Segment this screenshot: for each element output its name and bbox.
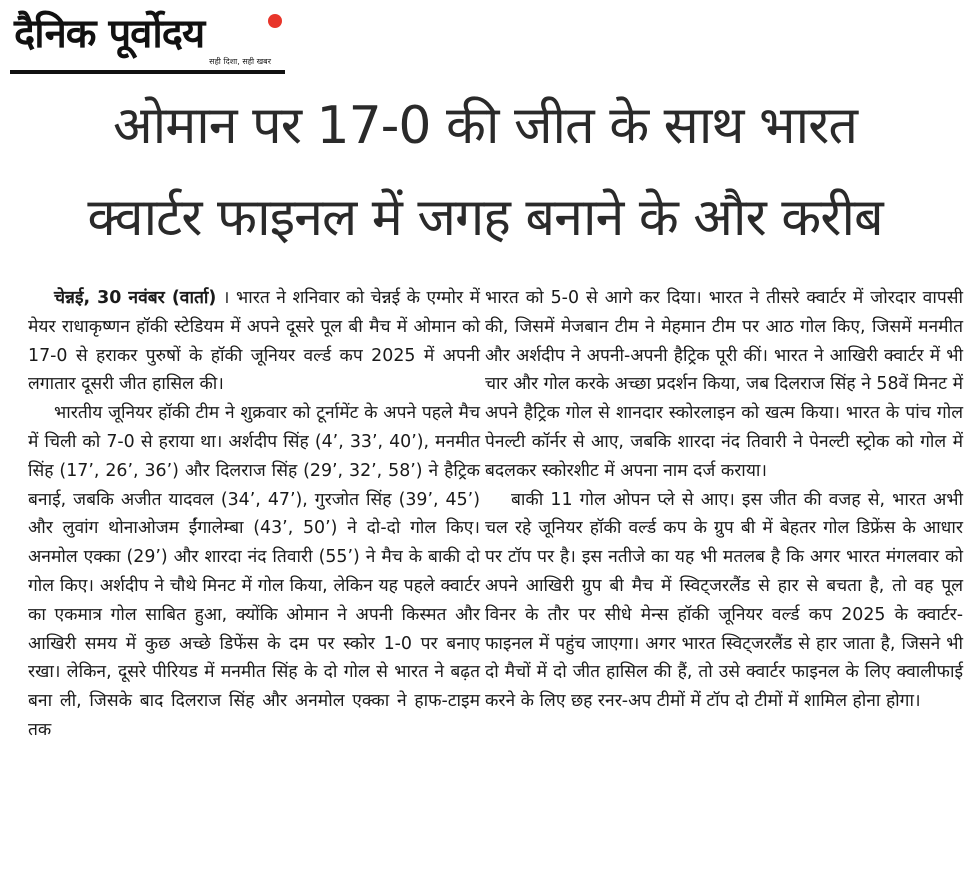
article-column-left — [28, 284, 480, 745]
headline-line-2: क्वार्टर फाइनल में जगह बनाने के और करीब — [87, 188, 883, 248]
article-paragraph: भारतीय जूनियर हॉकी टीम ने शुक्रवार को टूर्नामेंट के अपने पहले मैच में चिली को 7-0 से हराया था। अर्शदीप सिंह (4’, 33’, 40’), मनमीत सिंह (17’, 26’, 36’) और दिलराज सिंह (29’, 32’, 58’) ने हैट्रिक बनाई, जबकि अजीत यादवल (34’, 47’), गुरजोत सिंह (39’, 45’) और लुवांग थोनाओजम ईंगालेम्बा (43’, 50’) ने दो-दो गोल किए। अनमोल एक्का (29’) और शारदा नंद तिवारी (55’) ने मैच के बाकी दो गोल किए। अर्शदीप ने चौथे मिनट में गोल किया, लेकिन यह पहले क्वार्टर का एकमात्र गोल साबित हुआ, क्योंकि ओमान ने अपनी किस्मत और आखिरी समय में कुछ अच्छे डिफेंस के दम पर स्कोर 1-0 पर बनाए रखा। लेकिन, दूसरे पीरियड में मनमीत सिंह के दो गोल से भारत ने बढ़त बना ली, जिसके बाद दिलराज सिंह और अनमोल एक्का ने हाफ-टाइम तक — [28, 403, 480, 740]
logo-tagline: सही दिशा, सही खबर — [209, 57, 271, 66]
headline-line-1: ओमान पर 17-0 की जीत के साथ भारत — [113, 96, 857, 156]
article-paragraph: भारत को 5-0 से आगे कर दिया। भारत ने तीसरे क्वार्टर में जोरदार वापसी की, जिसमें मेजबान टीम ने मेहमान टीम पर आठ गोल किए, जिसमें मनमीत और अर्शदीप ने अपनी-अपनी हैट्रिक पूरी कीं। भारत ने आखिरी क्वार्टर में भी चार और गोल करके अच्छा प्रदर्शन किया, जब दिलराज सिंह ने 58वें मिनट में अपने हैट्रिक गोल से शानदार स्कोरलाइन को खत्म किया। भारत के पांच गोल पेनल्टी कॉर्नर से आए, जबकि शारदा नंद तिवारी ने पेनल्टी स्ट्रोक को गोल में बदलकर स्कोरशीट में अपना नाम दर्ज कराया। — [485, 288, 963, 481]
logo-dot-icon — [268, 14, 282, 28]
masthead-rule — [10, 70, 285, 74]
article-column-right — [485, 284, 963, 716]
masthead — [10, 4, 285, 74]
article-paragraph: बाकी 11 गोल ओपन प्ले से आए। इस जीत की वजह से, भारत अभी चल रहे जूनियर हॉकी वर्ल्ड कप के ग्रुप बी में बेहतर गोल डिफ्रेंस के आधार पर टॉप पर है। इस नतीजे का यह भी मतलब है कि अगर भारत मंगलवार को अपने आखिरी ग्रुप बी मैच में स्विट्जरलैंड से हार से बचता है, तो वह पूल विनर के तौर पर सीधे मेन्स हॉकी जूनियर वर्ल्ड कप 2025 के क्वार्टर-फाइनल में पहुंच जाएगा। अगर भारत स्विट्जरलैंड से हार जाता है, जिसने भी दो मैचों में दो जीत हासिल की हैं, तो उसे क्वार्टर फाइनल के लिए क्वालीफाई करने के लिए छह रनर-अप टीमों में टॉप दो टीमों में शामिल होना होगा। — [485, 489, 963, 712]
article-paragraph — [28, 284, 480, 399]
newspaper-logo: दैनिक पूर्वोदय — [14, 11, 205, 57]
dateline: चेन्नई, 30 नवंबर (वार्ता) — [54, 288, 217, 308]
paragraph-text: । भारत ने शनिवार को चेन्नई के एग्मोर में मेयर राधाकृष्णन हॉकी स्टेडियम में अपने दूसरे पूल बी मैच में ओमान को 17-0 से हराकर पुरुषों के हॉकी जूनियर वर्ल्ड कप 2025 में अपनी लगातार दूसरी जीत हासिल की। — [28, 288, 480, 395]
